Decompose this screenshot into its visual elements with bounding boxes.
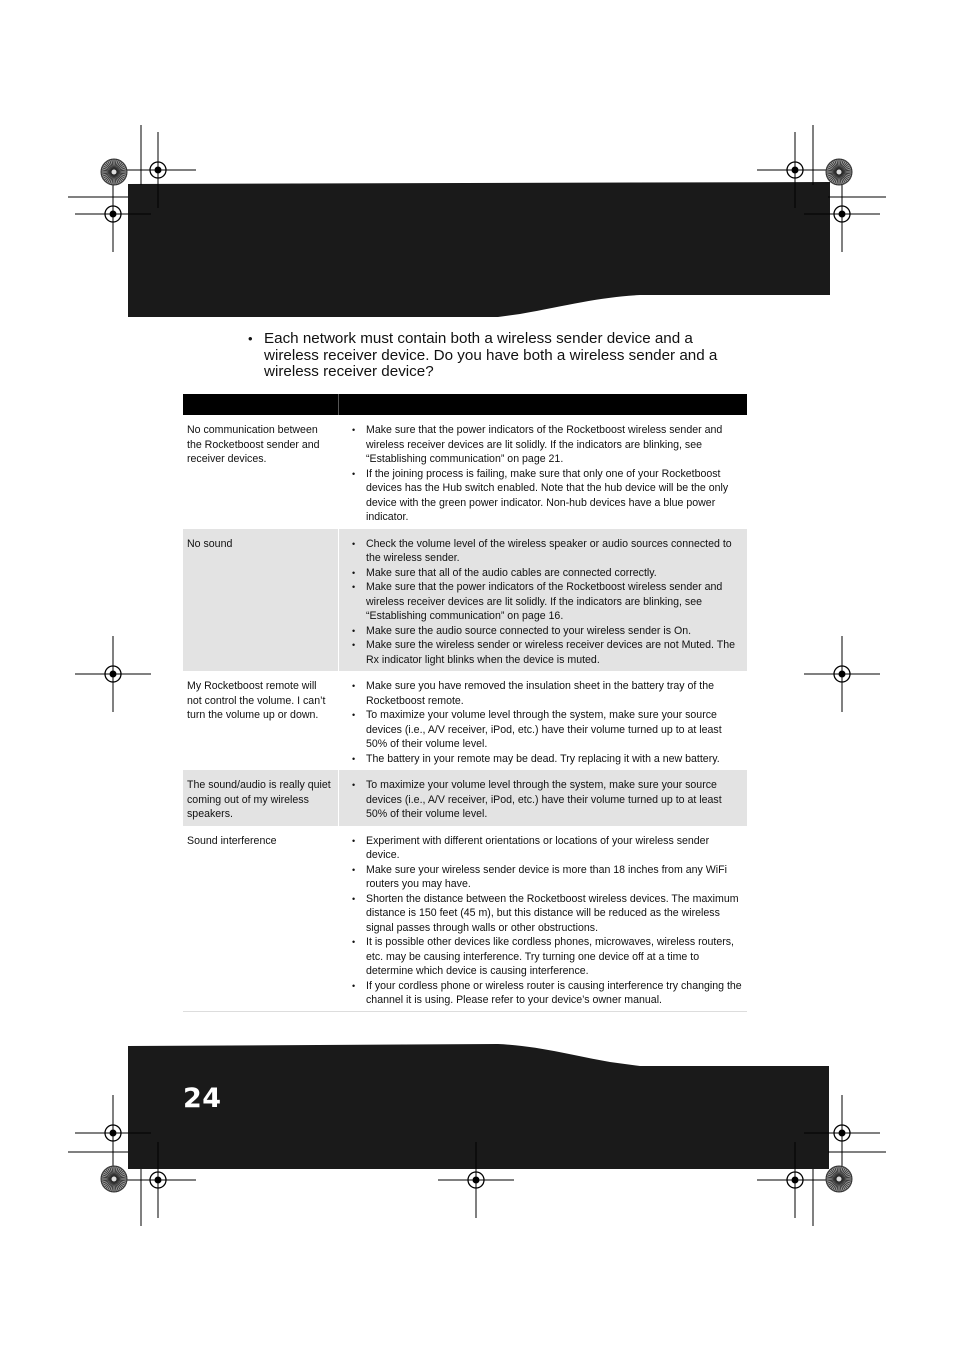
solution-list	[349, 537, 744, 668]
solution-item: • Make sure your wireless sender device is more than 18 inches from any WiFi routers you may have.	[349, 863, 744, 892]
solution-cell	[339, 415, 748, 529]
footer-band	[0, 1030, 954, 1180]
solution-item: • Make sure that all of the audio cables are connected correctly.	[349, 566, 744, 581]
solution-item: • To maximize your volume level through the system, make sure your source devices (i.e., A/V receiver, iPod, etc.) have their volume turned up to at least 50% of their volume level.	[349, 708, 744, 752]
page-number: 24	[183, 1083, 222, 1114]
table-row	[183, 529, 747, 672]
solution-item: • Make sure you have removed the insulation sheet in the battery tray of the Rocketboost remote.	[349, 679, 744, 708]
table-row	[183, 770, 747, 826]
solution-item: • Make sure the audio source connected to your wireless sender is On.	[349, 624, 744, 639]
problem-cell: The sound/audio is really quiet coming out of my wireless speakers.	[183, 770, 339, 826]
header-solution	[339, 394, 748, 415]
header-problem	[183, 394, 339, 415]
problem-cell: No communication between the Rocketboost sender and receiver devices.	[183, 415, 339, 529]
intro-item: • Each network must contain both a wireless sender device and a wireless receiver device. Do you have both a wireless sender and a wireless receiver device?	[246, 331, 751, 381]
registration-mark-icon	[75, 636, 151, 712]
problem-cell: No sound	[183, 529, 339, 672]
solution-cell	[339, 529, 748, 672]
solution-cell	[339, 671, 748, 770]
table-row	[183, 826, 747, 1012]
problem-cell: My Rocketboost remote will not control the volume. I can’t turn the volume up or down.	[183, 671, 339, 770]
solution-item: • To maximize your volume level through the system, make sure your source devices (i.e., A/V receiver, iPod, etc.) have their volume turned up to at least 50% of their volume level.	[349, 778, 744, 822]
solution-list	[349, 423, 744, 525]
solution-list	[349, 834, 744, 1008]
solution-item: • Make sure the wireless sender or wireless receiver devices are not Muted. The Rx indicator light blinks when the device is muted.	[349, 638, 744, 667]
solution-item: • Make sure that the power indicators of the Rocketboost wireless sender and wireless receiver devices are lit solidly. If the indicators are blinking, see “Establishing communication” on page 21.	[349, 423, 744, 467]
solution-item: • If the joining process is failing, make sure that only one of your Rocketboost devices has the Hub switch enabled. Note that the hub device will be the only device with the green power indicator. Non-hub devices have a blue power indicator.	[349, 467, 744, 525]
solution-list	[349, 679, 744, 766]
solution-item: • It is possible other devices like cordless phones, microwaves, wireless routers, etc. may be causing interference. Try turning one device off at a time to determine which device is causing interference.	[349, 935, 744, 979]
solution-cell	[339, 826, 748, 1012]
solution-item: • Shorten the distance between the Rocketboost wireless devices. The maximum distance is 150 feet (45 m), but this distance will be reduced as the wireless signal passes through walls or other obstructions.	[349, 892, 744, 936]
solution-list	[349, 778, 744, 822]
table-row	[183, 415, 747, 529]
solution-item: • Experiment with different orientations or locations of your wireless sender device.	[349, 834, 744, 863]
solution-item: • Check the volume level of the wireless speaker or audio sources connected to the wireless sender.	[349, 537, 744, 566]
troubleshooting-table	[183, 394, 747, 1012]
problem-cell: Sound interference	[183, 826, 339, 1012]
table-row	[183, 671, 747, 770]
solution-item: • The battery in your remote may be dead. Try replacing it with a new battery.	[349, 752, 744, 767]
intro-list	[246, 331, 751, 381]
registration-mark-icon	[804, 636, 880, 712]
header-band	[0, 0, 954, 330]
solution-item: • If your cordless phone or wireless router is causing interference try changing the channel it is using. Please refer to your device’s owner manual.	[349, 979, 744, 1008]
solution-item: • Make sure that the power indicators of the Rocketboost wireless sender and wireless receiver devices are lit solidly. If the indicators are blinking, see “Establishing communication” on page 16.	[349, 580, 744, 624]
table-header-row	[183, 394, 747, 415]
solution-cell	[339, 770, 748, 826]
